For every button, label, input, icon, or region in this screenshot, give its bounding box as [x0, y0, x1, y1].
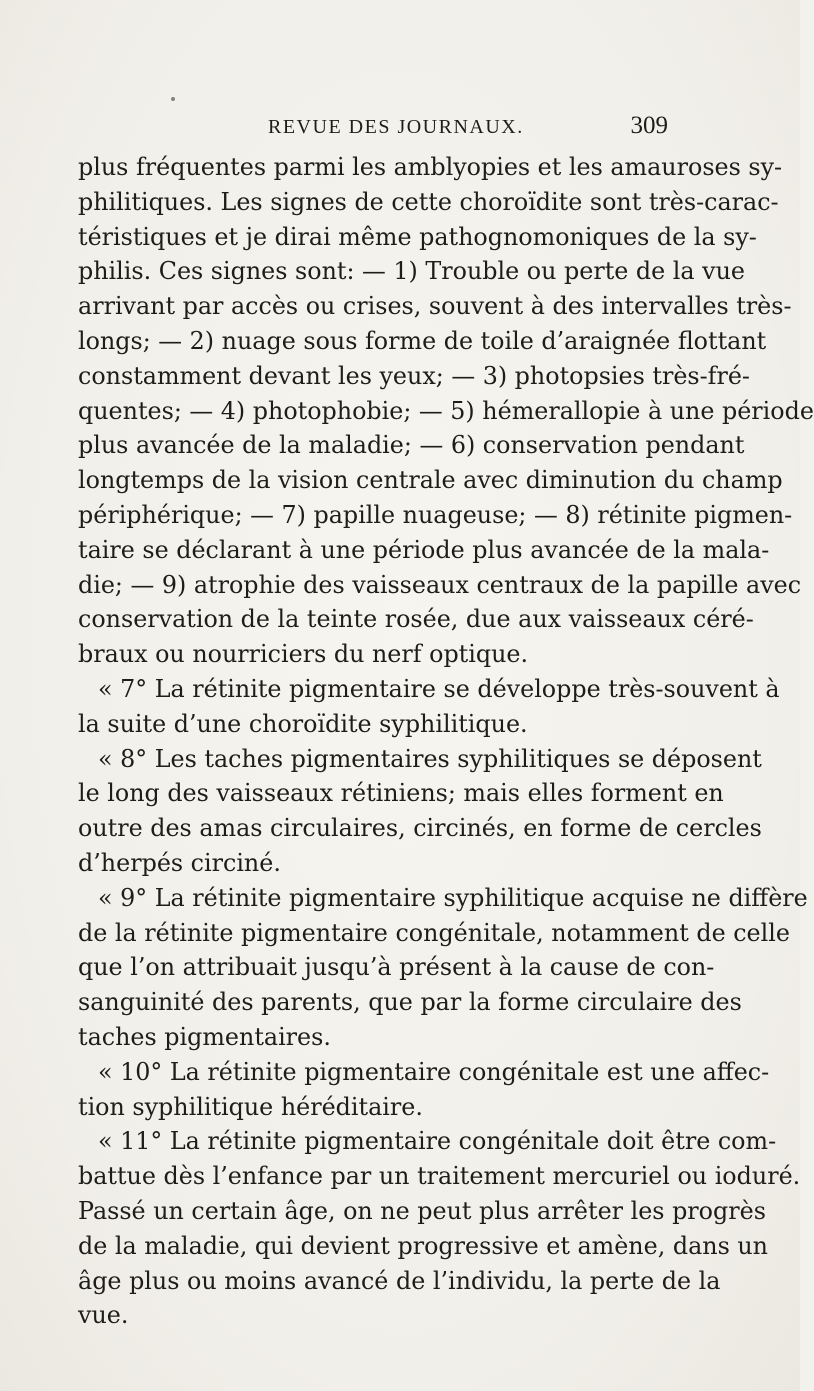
text-line: philis. Ces signes sont: — 1) Trouble ou perte de la vue: [78, 257, 746, 286]
paragraph-line: « 11° La rétinite pigmentaire congénitale doit être com-: [98, 1127, 777, 1156]
text-line: taire se déclarant à une période plus avancée de la mala-: [78, 535, 770, 564]
text-line: âge plus ou moins avancé de l’individu, la perte de la: [78, 1266, 721, 1295]
page-number: 309: [630, 112, 668, 139]
page-header: [78, 112, 668, 148]
text-line: que l’on attribuait jusqu’à présent à la cause de con-: [78, 953, 715, 982]
text-line: Passé un certain âge, on ne peut plus arrêter les progrès: [78, 1196, 766, 1225]
paragraph-line: « 8° Les taches pigmentaires syphilitiques se déposent: [98, 744, 762, 773]
text-line: périphérique; — 7) papille nuageuse; — 8) rétinite pigmen-: [78, 500, 793, 529]
text-line: taches pigmentaires.: [78, 1022, 331, 1051]
paragraph-line: « 9° La rétinite pigmentaire syphilitique acquise ne diffère: [98, 883, 808, 912]
text-line: die; — 9) atrophie des vaisseaux centraux de la papille avec: [78, 570, 802, 599]
text-line: d’herpés circiné.: [78, 848, 281, 877]
text-line: le long des vaisseaux rétiniens; mais elles forment en: [78, 779, 724, 808]
text-line: plus fréquentes parmi les amblyopies et les amauroses sy-: [78, 153, 783, 181]
text-line: sanguinité des parents, que par la forme circulaire des: [78, 988, 742, 1017]
running-title: REVUE DES JOURNAUX.: [268, 116, 524, 138]
ink-speck: [171, 97, 175, 101]
text-line: de la rétinite pigmentaire congénitale, notamment de celle: [78, 918, 790, 947]
text-line: vue.: [78, 1301, 129, 1330]
text-line: plus avancée de la maladie; — 6) conservation pendant: [78, 431, 745, 460]
text-line: tion syphilitique héréditaire.: [78, 1092, 423, 1121]
paragraph-line: « 7° La rétinite pigmentaire se développe très-souvent à: [98, 674, 780, 703]
text-line: quentes; — 4) photophobie; — 5) hémerallopie à une période: [78, 396, 814, 425]
text-line: constamment devant les yeux; — 3) photopsies très-fré-: [78, 361, 750, 390]
text-line: outre des amas circulaires, circinés, en forme de cercles: [78, 814, 762, 843]
body-text: [78, 150, 814, 1333]
text-line: philitiques. Les signes de cette choroïdite sont très-carac-: [78, 187, 779, 216]
text-line: arrivant par accès ou crises, souvent à des intervalles très-: [78, 292, 792, 321]
text-line: longs; — 2) nuage sous forme de toile d’araignée flottant: [78, 326, 767, 355]
text-line: braux ou nourriciers du nerf optique.: [78, 640, 529, 669]
paragraph-line: « 10° La rétinite pigmentaire congénitale est une affec-: [98, 1057, 770, 1086]
text-line: la suite d’une choroïdite syphilitique.: [78, 709, 528, 738]
text-line: de la maladie, qui devient progressive et amène, dans un: [78, 1231, 769, 1260]
text-line: longtemps de la vision centrale avec diminution du champ: [78, 466, 783, 495]
text-line: conservation de la teinte rosée, due aux vaisseaux céré-: [78, 605, 754, 634]
text-line: téristiques et je dirai même pathognomoniques de la sy-: [78, 222, 757, 251]
text-line: battue dès l’enfance par un traitement mercuriel ou ioduré.: [78, 1162, 801, 1191]
